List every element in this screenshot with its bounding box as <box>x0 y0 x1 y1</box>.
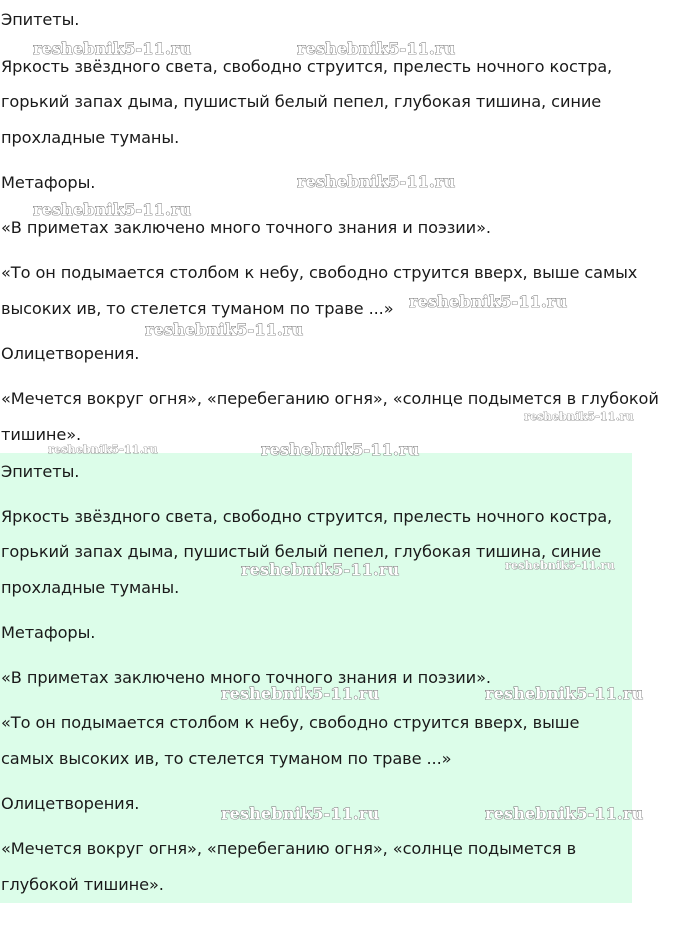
heading-epithets: Эпитеты. <box>1 462 80 481</box>
text-line: «Мечется вокруг огня», «перебеганию огня», «солнце подымется в глубокой <box>1 389 659 408</box>
text-line: «То он подымается столбом к небу, свободно струится вверх, выше самых <box>1 263 638 282</box>
heading-epithets: Эпитеты. <box>1 10 80 29</box>
watermark: reshebnik5-11.ru <box>221 804 380 823</box>
text-line: прохладные туманы. <box>1 578 180 597</box>
watermark: reshebnik5-11.ru <box>261 440 420 459</box>
watermark: reshebnik5-11.ru <box>48 443 158 456</box>
watermark: reshebnik5-11.ru <box>409 292 568 311</box>
text-line: Яркость звёздного света, свободно струится, прелесть ночного костра, <box>1 57 613 76</box>
text-line: самых высоких ив, то стелется туманом по траве ...» <box>1 749 452 768</box>
watermark: reshebnik5-11.ru <box>485 804 644 823</box>
text-line: высоких ив, то стелется туманом по траве ...» <box>1 299 394 318</box>
watermark: reshebnik5-11.ru <box>485 684 644 703</box>
watermark: reshebnik5-11.ru <box>221 684 380 703</box>
text-line: тишине». <box>1 425 82 444</box>
watermark: reshebnik5-11.ru <box>241 560 400 579</box>
watermark: reshebnik5-11.ru <box>33 39 192 58</box>
watermark: reshebnik5-11.ru <box>33 200 192 219</box>
heading-personifications: Олицетворения. <box>1 344 140 363</box>
text-line: «Мечется вокруг огня», «перебеганию огня», «солнце подымется в <box>1 839 577 858</box>
heading-metaphors: Метафоры. <box>1 623 96 642</box>
watermark: reshebnik5-11.ru <box>524 410 634 423</box>
text-line: «То он подымается столбом к небу, свободно струится вверх, выше <box>1 713 580 732</box>
text-line: горький запах дыма, пушистый белый пепел, глубокая тишина, синие <box>1 92 602 111</box>
text-block-top <box>0 0 680 450</box>
watermark: reshebnik5-11.ru <box>297 172 456 191</box>
heading-metaphors: Метафоры. <box>1 173 96 192</box>
text-block-highlighted <box>0 453 632 903</box>
text-line: «В приметах заключено много точного знания и поэзии». <box>1 218 491 237</box>
heading-personifications: Олицетворения. <box>1 794 140 813</box>
text-line: «В приметах заключено много точного знания и поэзии». <box>1 668 491 687</box>
watermark: reshebnik5-11.ru <box>297 39 456 58</box>
watermark: reshebnik5-11.ru <box>145 320 304 339</box>
text-line: горький запах дыма, пушистый белый пепел, глубокая тишина, синие <box>1 542 602 561</box>
watermark: reshebnik5-11.ru <box>505 559 615 572</box>
text-line: прохладные туманы. <box>1 128 180 147</box>
text-line: Яркость звёздного света, свободно струится, прелесть ночного костра, <box>1 507 613 526</box>
text-line: глубокой тишине». <box>1 875 164 894</box>
